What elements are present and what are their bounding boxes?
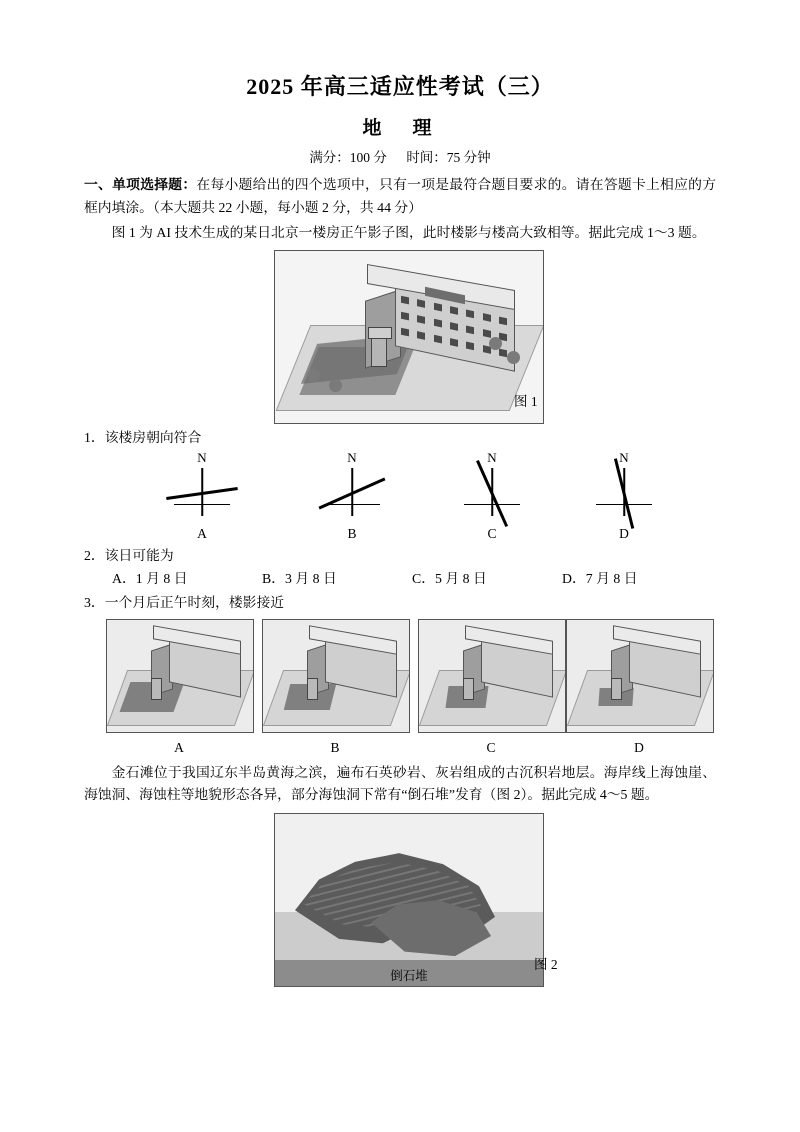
figure-1-image <box>274 250 544 424</box>
option-letter: D <box>619 525 629 541</box>
material-1-text: 图 1 为 AI 技术生成的某日北京一楼房正午影子图，此时楼影与楼高大致相等。据此完成 1～3 题。 <box>111 224 706 240</box>
question-2-stem: 2．该日可能为 <box>84 547 174 563</box>
section1-heading-rest: 在每小题给出的四个选项中，只有一项是最符合题目要求的。请在答题卡上相应的方框内填涂。（本大题共 22 小题，每小题 2 分，共 44 分） <box>84 177 717 215</box>
photo-monument <box>463 678 474 700</box>
question-3-option-d-letter: D <box>634 739 644 755</box>
option-letter: C <box>487 525 497 541</box>
figure-2-image <box>274 813 544 987</box>
figure-2-inner-caption: 倒石堆 <box>390 969 428 984</box>
question-2-options <box>84 567 716 591</box>
question-1-option-c[interactable] <box>432 449 552 541</box>
figure-1-caption: 图 1 <box>514 394 538 410</box>
question-1-option-d[interactable] <box>564 449 684 541</box>
question-3-option-b-image[interactable] <box>262 619 410 733</box>
section1-heading <box>84 174 716 220</box>
question-3-options <box>84 619 716 754</box>
question-3-option-a-letter: A <box>174 739 184 755</box>
question-3-stem: 3．一个月后正午时刻，楼影接近 <box>84 595 285 611</box>
question-3-option-c-letter: C <box>486 739 496 755</box>
question-3-option-c-image[interactable] <box>418 619 566 733</box>
compass-north-label: N <box>619 449 629 465</box>
question-3-option-a-image[interactable] <box>106 619 254 733</box>
photo-monument <box>151 678 162 700</box>
compass-north-label: N <box>197 449 207 465</box>
question-1-options <box>84 449 716 544</box>
question-3-option-d-image[interactable] <box>566 619 714 733</box>
question-1-option-b[interactable] <box>292 449 412 541</box>
score-time-line <box>84 146 716 166</box>
page-content <box>84 70 716 993</box>
photo-monument <box>307 678 318 700</box>
option-letter: B <box>347 525 357 541</box>
question-2-option-a[interactable]: A．1 月 8 日 <box>112 571 188 587</box>
full-score-label: 满分：100 分 <box>309 150 387 165</box>
subject-title: 地 理 <box>362 118 438 139</box>
photo-monument <box>611 678 622 700</box>
compass-horizontal-axis <box>174 504 230 506</box>
compass-horizontal-axis <box>464 504 520 506</box>
question-2-option-d[interactable]: D．7 月 8 日 <box>562 571 638 587</box>
figure-2-block <box>84 813 716 993</box>
figure-2-caption: 图 2 <box>534 957 558 973</box>
question-2-option-c[interactable]: C．5 月 8 日 <box>412 571 487 587</box>
option-letter: A <box>197 525 207 541</box>
figure-1-block <box>84 250 716 426</box>
compass-north-label: N <box>487 449 497 465</box>
question-3-option-b-letter: B <box>330 739 340 755</box>
section1-heading-bold: 一、单项选择题： <box>84 177 197 192</box>
question-1-option-a[interactable] <box>142 449 262 541</box>
question-1-stem: 1．该楼房朝向符合 <box>84 430 202 446</box>
material-2-text: 金石滩位于我国辽东半岛黄海之滨，遍布石英砂岩、灰岩组成的古沉积岩地层。海岸线上海蚀崖、海蚀洞、海蚀柱等地貌形态各异，部分海蚀洞下常有“倒石堆”发育（图 2）。据此完成 4～5 题。 <box>84 764 716 803</box>
page-title: 2025 年高三适应性考试（三） <box>246 74 554 99</box>
question-2-option-b[interactable]: B．3 月 8 日 <box>262 571 337 587</box>
compass-north-label: N <box>347 449 357 465</box>
figure-1-monument <box>371 335 387 367</box>
time-label: 时间：75 分钟 <box>406 150 491 165</box>
